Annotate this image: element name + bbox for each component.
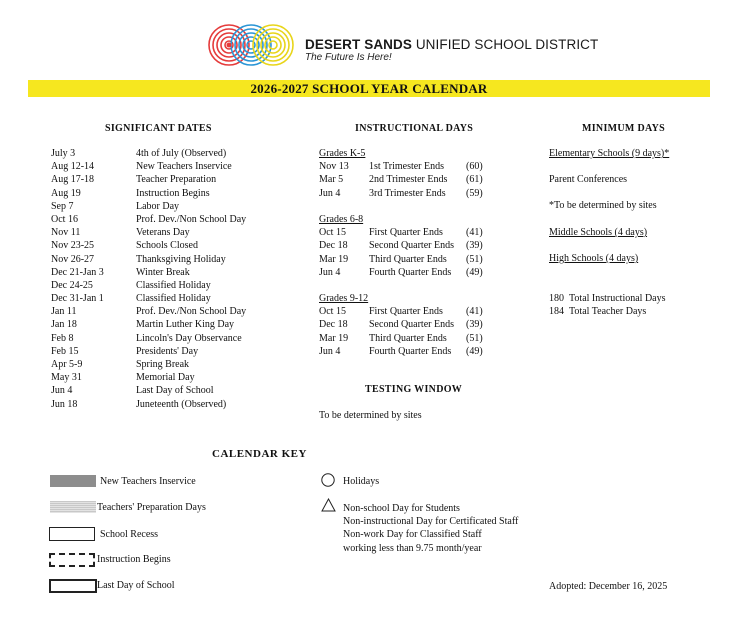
non-school-line: Non-school Day for Students bbox=[343, 503, 460, 514]
significant-date-row bbox=[51, 147, 291, 160]
school-recess-key-label: School Recess bbox=[100, 529, 159, 540]
date-cell: Jun 4 bbox=[319, 345, 341, 357]
total-count: 180 bbox=[549, 293, 564, 304]
significant-date-row bbox=[51, 239, 291, 252]
days-cell: (61) bbox=[466, 174, 483, 186]
instructional-row bbox=[319, 253, 519, 266]
days-cell: (41) bbox=[466, 306, 483, 318]
significant-date-row bbox=[51, 187, 291, 200]
date-cell: Mar 19 bbox=[319, 253, 349, 265]
event-cell: Second Quarter Ends bbox=[369, 319, 454, 331]
days-cell: (60) bbox=[466, 161, 483, 173]
days-cell: (41) bbox=[466, 227, 483, 239]
date-cell: Aug 19 bbox=[51, 187, 81, 199]
grade-group-label: Grades K-5 bbox=[319, 148, 366, 159]
inservice-swatch bbox=[50, 475, 96, 487]
elementary-schools-label: Elementary Schools (9 days)* bbox=[549, 148, 670, 159]
days-cell: (51) bbox=[466, 253, 483, 265]
event-cell: Fourth Quarter Ends bbox=[369, 345, 452, 357]
title-banner bbox=[28, 80, 710, 97]
district-name bbox=[305, 37, 598, 52]
significant-date-row bbox=[51, 371, 291, 384]
minimum-days-heading: MINIMUM DAYS bbox=[582, 123, 665, 134]
event-cell: Memorial Day bbox=[136, 372, 195, 384]
middle-schools-label: Middle Schools (4 days) bbox=[549, 227, 648, 238]
last-day-swatch bbox=[49, 579, 97, 593]
significant-dates-list bbox=[51, 147, 291, 411]
non-school-triangle-icon bbox=[321, 498, 336, 517]
significant-date-row bbox=[51, 318, 291, 331]
date-cell: Jun 4 bbox=[319, 187, 341, 199]
date-cell: Feb 8 bbox=[51, 332, 74, 344]
significant-date-row bbox=[51, 173, 291, 186]
prep-days-swatch bbox=[50, 501, 96, 513]
event-cell: 4th of July (Observed) bbox=[136, 148, 227, 159]
significant-date-row bbox=[51, 279, 291, 292]
date-cell: Nov 26-27 bbox=[51, 253, 95, 265]
event-cell: Teacher Preparation bbox=[136, 174, 217, 186]
event-cell: New Teachers Inservice bbox=[136, 161, 232, 173]
instructional-row bbox=[319, 332, 519, 345]
grade-group-label: Grades 9-12 bbox=[319, 293, 369, 305]
days-cell: (51) bbox=[466, 332, 483, 344]
date-cell: Dec 21-Jan 3 bbox=[51, 266, 104, 278]
non-school-line: working less than 9.75 month/year bbox=[343, 542, 482, 554]
significant-date-row bbox=[51, 213, 291, 226]
instructional-row bbox=[319, 305, 519, 318]
holiday-circle-icon bbox=[321, 473, 335, 492]
total-teacher-days bbox=[549, 305, 646, 318]
group-spacer bbox=[319, 200, 519, 213]
days-cell: (59) bbox=[466, 187, 483, 199]
date-cell: Nov 11 bbox=[51, 227, 81, 239]
event-cell: First Quarter Ends bbox=[369, 306, 443, 318]
event-cell: Second Quarter Ends bbox=[369, 240, 454, 252]
date-cell: Dec 18 bbox=[319, 240, 348, 252]
total-count: 184 bbox=[549, 306, 564, 317]
event-cell: Prof. Dev./Non School Day bbox=[136, 213, 247, 225]
adopted-date: Adopted: December 16, 2025 bbox=[549, 581, 668, 592]
significant-date-row bbox=[51, 160, 291, 173]
date-cell: Aug 17-18 bbox=[51, 174, 95, 186]
non-school-line: Non-instructional Day for Certificated Staff bbox=[343, 516, 519, 528]
event-cell: Third Quarter Ends bbox=[369, 253, 447, 265]
testing-window-text: To be determined by sites bbox=[319, 410, 422, 421]
district-name-rest: UNIFIED SCHOOL DISTRICT bbox=[411, 37, 599, 52]
date-cell: Oct 16 bbox=[51, 213, 78, 225]
event-cell: Classified Holiday bbox=[136, 293, 211, 305]
high-schools-label: High Schools (4 days) bbox=[549, 253, 639, 264]
district-logo bbox=[203, 22, 303, 68]
event-cell: 1st Trimester Ends bbox=[369, 161, 445, 173]
significant-date-row bbox=[51, 358, 291, 371]
date-cell: Sep 7 bbox=[51, 200, 74, 212]
non-school-line: Non-work Day for Classified Staff bbox=[343, 529, 482, 541]
event-cell: First Quarter Ends bbox=[369, 227, 443, 239]
event-cell: Winter Break bbox=[136, 266, 190, 278]
date-cell: Nov 13 bbox=[319, 161, 349, 173]
instructional-row bbox=[319, 318, 519, 331]
holidays-key-label: Holidays bbox=[343, 476, 380, 487]
instructional-row bbox=[319, 187, 519, 200]
date-cell: Oct 15 bbox=[319, 306, 346, 318]
significant-date-row bbox=[51, 266, 291, 279]
date-cell: May 31 bbox=[51, 372, 82, 384]
date-cell: Jan 18 bbox=[51, 319, 77, 331]
date-cell: July 3 bbox=[51, 148, 76, 159]
date-cell: Jan 11 bbox=[51, 306, 77, 318]
date-cell: Mar 19 bbox=[319, 332, 349, 344]
significant-date-row bbox=[51, 332, 291, 345]
instructional-row bbox=[319, 160, 519, 173]
total-label: Total Instructional Days bbox=[569, 293, 666, 304]
event-cell: Spring Break bbox=[136, 359, 190, 370]
date-cell: Aug 12-14 bbox=[51, 161, 95, 173]
instructional-row bbox=[319, 239, 519, 252]
group-spacer bbox=[319, 279, 519, 292]
page-title: 2026-2027 SCHOOL YEAR CALENDAR bbox=[250, 81, 488, 96]
significant-date-row bbox=[51, 292, 291, 305]
date-cell: Jun 4 bbox=[319, 266, 341, 278]
significant-date-row bbox=[51, 253, 291, 266]
district-name-bold: DESERT SANDS bbox=[305, 37, 412, 52]
significant-date-row bbox=[51, 226, 291, 239]
event-cell: Prof. Dev./Non School Day bbox=[136, 306, 247, 318]
date-cell: Nov 23-25 bbox=[51, 240, 95, 252]
date-cell: Apr 5-9 bbox=[51, 359, 83, 370]
days-cell: (49) bbox=[466, 266, 483, 278]
total-instructional-days bbox=[549, 292, 666, 305]
event-cell: Martin Luther King Day bbox=[136, 319, 235, 331]
significant-date-row bbox=[51, 345, 291, 358]
date-cell: Dec 18 bbox=[319, 319, 348, 331]
significant-date-row bbox=[51, 398, 291, 411]
significant-dates-heading: SIGNIFICANT DATES bbox=[105, 123, 212, 134]
minimum-days-note: *To be determined by sites bbox=[549, 200, 657, 211]
significant-date-row bbox=[51, 305, 291, 318]
school-recess-swatch bbox=[49, 527, 95, 541]
last-day-key-label: Last Day of School bbox=[97, 580, 175, 591]
significant-date-row bbox=[51, 200, 291, 213]
date-cell: Jun 4 bbox=[51, 385, 73, 397]
grade-group-label: Grades 6-8 bbox=[319, 213, 364, 225]
instructional-row bbox=[319, 266, 519, 279]
event-cell: Labor Day bbox=[136, 200, 180, 212]
event-cell: Last Day of School bbox=[136, 385, 214, 397]
parent-conferences-label: Parent Conferences bbox=[549, 174, 628, 185]
instruction-begins-swatch bbox=[49, 553, 95, 567]
instructional-row bbox=[319, 173, 519, 186]
event-cell: 2nd Trimester Ends bbox=[369, 174, 448, 186]
non-school-key-label bbox=[343, 502, 518, 555]
date-cell: Mar 5 bbox=[319, 174, 344, 186]
event-cell: Third Quarter Ends bbox=[369, 332, 447, 344]
date-cell: Jun 18 bbox=[51, 398, 78, 410]
inservice-key-label: New Teachers Inservice bbox=[100, 476, 196, 487]
testing-window-heading: TESTING WINDOW bbox=[365, 384, 463, 395]
event-cell: Schools Closed bbox=[136, 240, 198, 252]
prep-days-key-label: Teachers' Preparation Days bbox=[97, 502, 206, 513]
event-cell: Lincoln's Day Observance bbox=[136, 332, 242, 344]
instructional-days-list bbox=[319, 147, 519, 358]
event-cell: Instruction Begins bbox=[136, 187, 210, 199]
event-cell: Thanksgiving Holiday bbox=[136, 253, 226, 265]
instructional-row bbox=[319, 226, 519, 239]
instructional-row bbox=[319, 345, 519, 358]
instruction-begins-key-label: Instruction Begins bbox=[97, 554, 171, 565]
district-tagline: The Future Is Here! bbox=[305, 52, 392, 63]
event-cell: Presidents' Day bbox=[136, 345, 199, 357]
event-cell: Classified Holiday bbox=[136, 279, 211, 291]
date-cell: Dec 31-Jan 1 bbox=[51, 293, 104, 305]
total-label: Total Teacher Days bbox=[569, 306, 647, 317]
days-cell: (39) bbox=[466, 240, 483, 252]
date-cell: Oct 15 bbox=[319, 227, 346, 239]
instructional-days-heading: INSTRUCTIONAL DAYS bbox=[355, 123, 474, 134]
days-cell: (39) bbox=[466, 319, 483, 331]
event-cell: 3rd Trimester Ends bbox=[369, 187, 446, 199]
event-cell: Fourth Quarter Ends bbox=[369, 266, 452, 278]
event-cell: Juneteenth (Observed) bbox=[136, 398, 227, 410]
days-cell: (49) bbox=[466, 345, 483, 357]
calendar-key-heading: CALENDAR KEY bbox=[212, 448, 307, 460]
event-cell: Veterans Day bbox=[136, 227, 190, 239]
date-cell: Feb 15 bbox=[51, 345, 79, 357]
significant-date-row bbox=[51, 384, 291, 397]
date-cell: Dec 24-25 bbox=[51, 279, 93, 291]
